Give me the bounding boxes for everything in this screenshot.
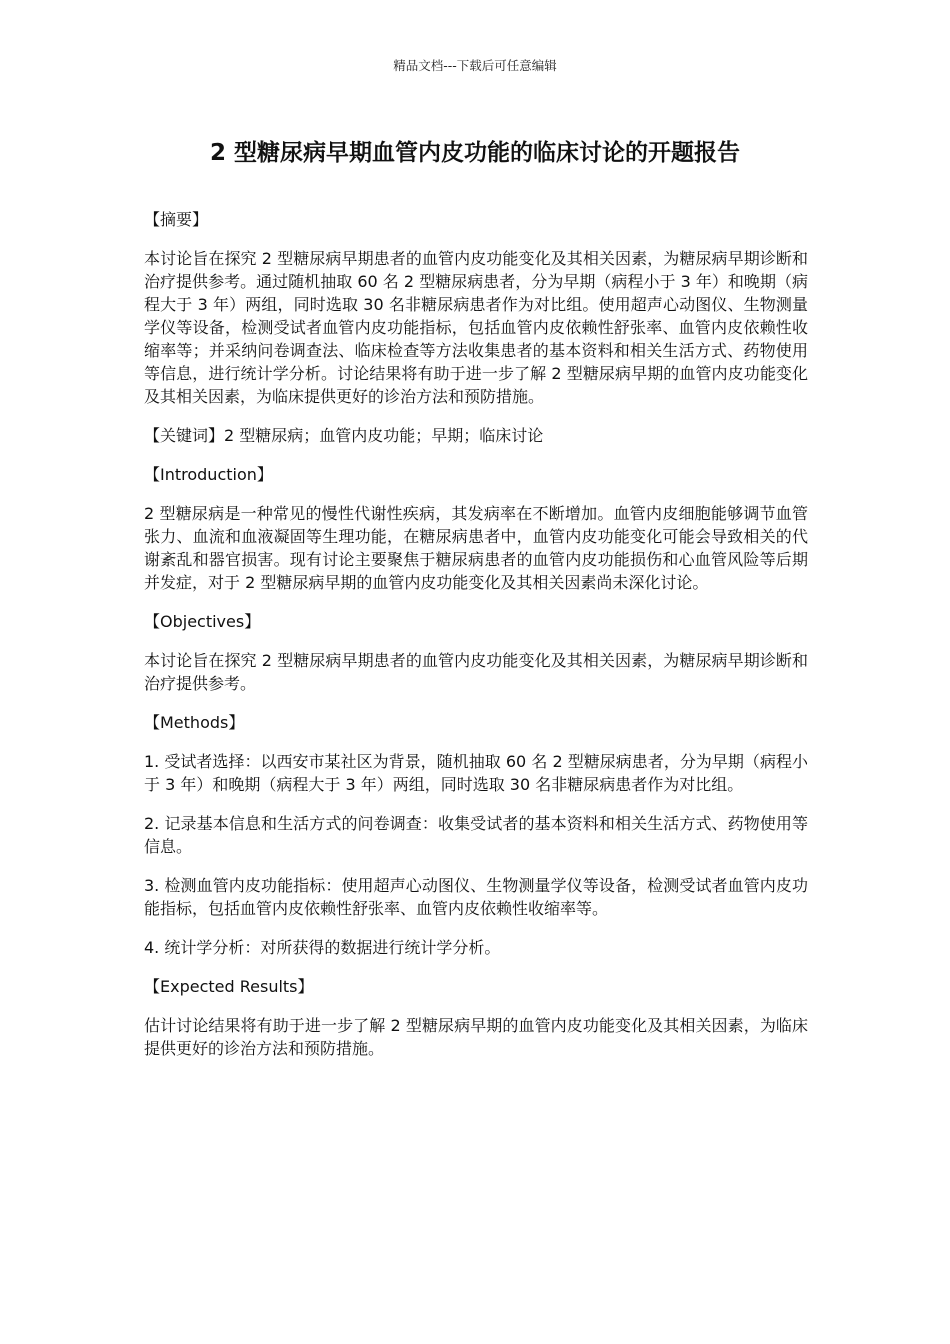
expected-results-heading: 【Expected Results】 [144,977,314,996]
document-title: 2 型糖尿病早期血管内皮功能的临床讨论的开题报告 [209,140,740,166]
methods-item-1: 1. 受试者选择：以西安市某社区为背景，随机抽取 60 名 2 型糖尿病患者，分为早期（病程小于 3 年）和晚期（病程大于 3 年）两组，同时选取 30 名非糖尿病患者作为对比组。 [144,752,808,794]
methods-item-4: 4. 统计学分析：对所获得的数据进行统计学分析。 [144,938,501,957]
objectives-heading: 【Objectives】 [144,612,261,631]
abstract-paragraph: 本讨论旨在探究 2 型糖尿病早期患者的血管内皮功能变化及其相关因素，为糖尿病早期诊断和治疗提供参考。通过随机抽取 60 名 2 型糖尿病患者，分为早期（病程小于 3 年）和晚期（病程大于 3 年）两组，同时选取 30 名非糖尿病患者作为对比组。使用超声心动图仪、生物测量学仪等设备，检测受试者血管内皮功能指标，包括血管内皮依赖性舒张率、血管内皮依赖性收缩率等；并采纳问卷调查法、临床检查等方法收集患者的基本资料和相关生活方式、药物使用等信息，进行统计学分析。讨论结果将有助于进一步了解 2 型糖尿病早期的血管内皮功能变化及其相关因素，为临床提供更好的诊治方法和预防措施。 [144,249,808,406]
objectives-paragraph: 本讨论旨在探究 2 型糖尿病早期患者的血管内皮功能变化及其相关因素，为糖尿病早期诊断和治疗提供参考。 [144,651,808,693]
expected-results-paragraph: 估计讨论结果将有助于进一步了解 2 型糖尿病早期的血管内皮功能变化及其相关因素，为临床提供更好的诊治方法和预防措施。 [144,1016,808,1058]
introduction-paragraph: 2 型糖尿病是一种常见的慢性代谢性疾病，其发病率在不断增加。血管内皮细胞能够调节血管张力、血流和血液凝固等生理功能，在糖尿病患者中，血管内皮功能变化可能会导致相关的代谢紊乱和器官损害。现有讨论主要聚焦于糖尿病患者的血管内皮功能损伤和心血管风险等后期并发症，对于 2 型糖尿病早期的血管内皮功能变化及其相关因素尚未深化讨论。 [144,504,808,592]
abstract-heading: 【摘要】 [144,210,209,229]
keywords-line: 【关键词】2 型糖尿病；血管内皮功能；早期；临床讨论 [144,426,544,445]
introduction-heading: 【Introduction】 [144,465,273,484]
methods-item-2: 2. 记录基本信息和生活方式的问卷调查：收集受试者的基本资料和相关生活方式、药物使用等信息。 [144,814,808,856]
document-body [144,208,808,1076]
methods-heading: 【Methods】 [144,713,245,732]
header-note: 精品文档---下载后可任意编辑 [393,58,557,73]
methods-item-3: 3. 检测血管内皮功能指标：使用超声心动图仪、生物测量学仪等设备，检测受试者血管内皮功能指标，包括血管内皮依赖性舒张率、血管内皮依赖性收缩率等。 [144,876,808,918]
